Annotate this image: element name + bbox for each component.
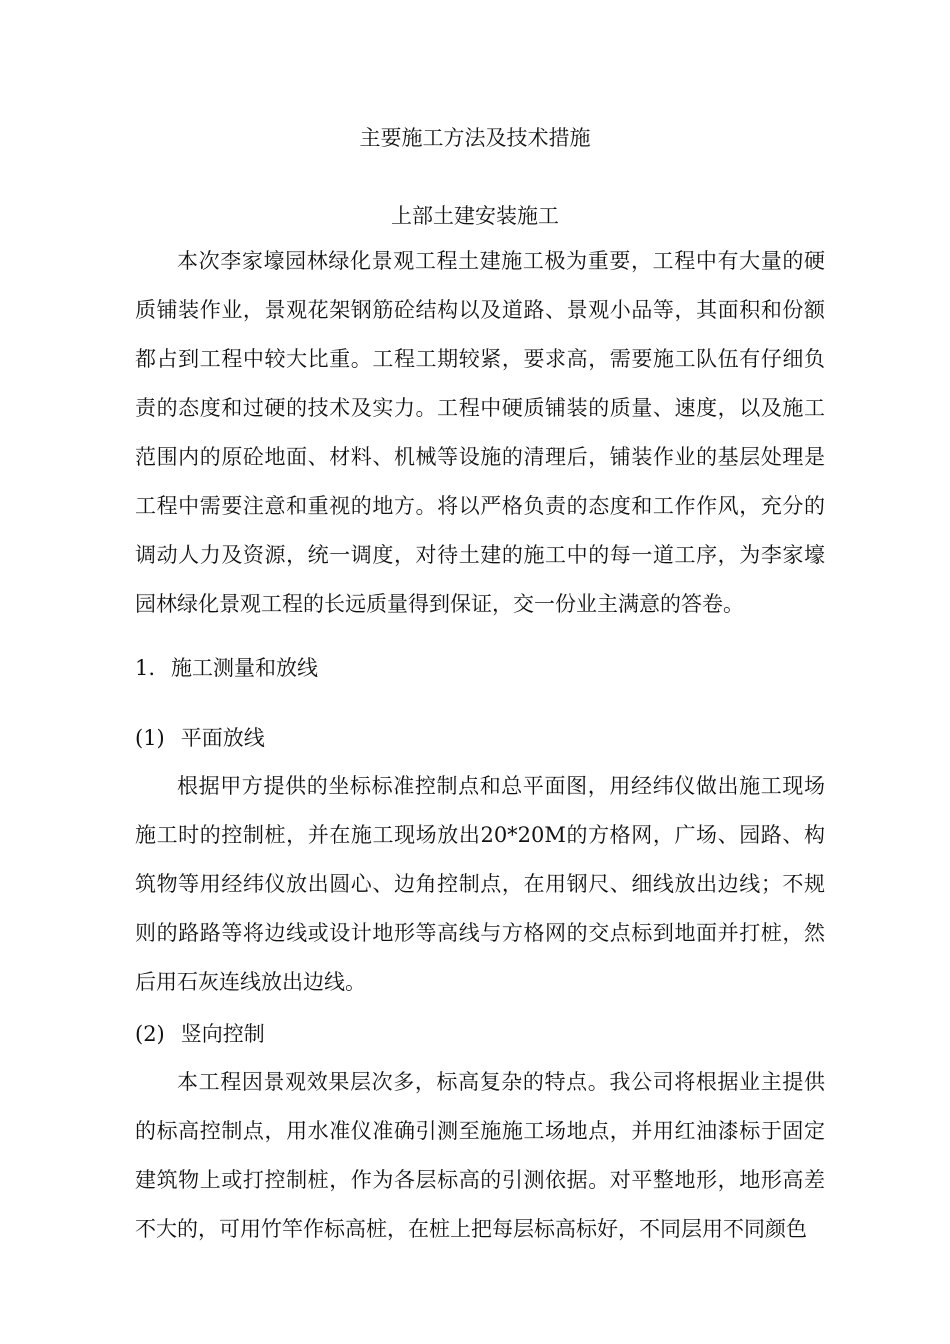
subheading-1-text: 平面放线 bbox=[180, 726, 265, 750]
subheading-2-text: 竖向控制 bbox=[180, 1022, 265, 1046]
subheading-2-number: (2) bbox=[135, 1022, 165, 1046]
heading-1-text: 施工测量和放线 bbox=[171, 656, 319, 680]
heading-1 bbox=[135, 653, 825, 683]
heading-1-number: 1. bbox=[135, 656, 156, 680]
subheading-2 bbox=[135, 1019, 825, 1049]
section-title: 上部土建安装施工 bbox=[391, 204, 559, 228]
paragraph-plane-layout: 根据甲方提供的坐标标准控制点和总平面图，用经纬仪做出施工现场施工时的控制桩，并在施工现场放出20*20M的方格网，广场、园路、构筑物等用经纬仪放出圆心、边角控制点，在用钢尺、细线放出边线；不规则的路路等将边线或设计地形等高线与方格网的交点标到地面并打桩，然后用石灰连线放出边线。 bbox=[135, 774, 825, 994]
main-title: 主要施工方法及技术措施 bbox=[359, 126, 591, 150]
subheading-1 bbox=[135, 723, 825, 753]
paragraph-vertical-control: 本工程因景观效果层次多，标高复杂的特点。我公司将根据业主提供的标高控制点，用水准仪准确引测至施施工场地点，并用红油漆标于固定建筑物上或打控制桩，作为各层标高的引测依据。对平整地形，地形高差不大的，可用竹竿作标高桩，在桩上把每层标高标好，不同层用不同颜色 bbox=[135, 1070, 825, 1241]
subheading-1-number: (1) bbox=[135, 726, 165, 750]
intro-paragraph: 本次李家壕园林绿化景观工程土建施工极为重要，工程中有大量的硬质铺装作业，景观花架钢筋砼结构以及道路、景观小品等，其面积和份额都占到工程中较大比重。工程工期较紧，要求高，需要施工队伍有仔细负责的态度和过硬的技术及实力。工程中硬质铺装的质量、速度，以及施工范围内的原砼地面、材料、机械等设施的清理后，铺装作业的基层处理是工程中需要注意和重视的地方。将以严格负责的态度和工作作风，充分的调动人力及资源，统一调度，对待土建的施工中的每一道工序，为李家壕园林绿化景观工程的长远质量得到保证，交一份业主满意的答卷。 bbox=[135, 249, 825, 616]
